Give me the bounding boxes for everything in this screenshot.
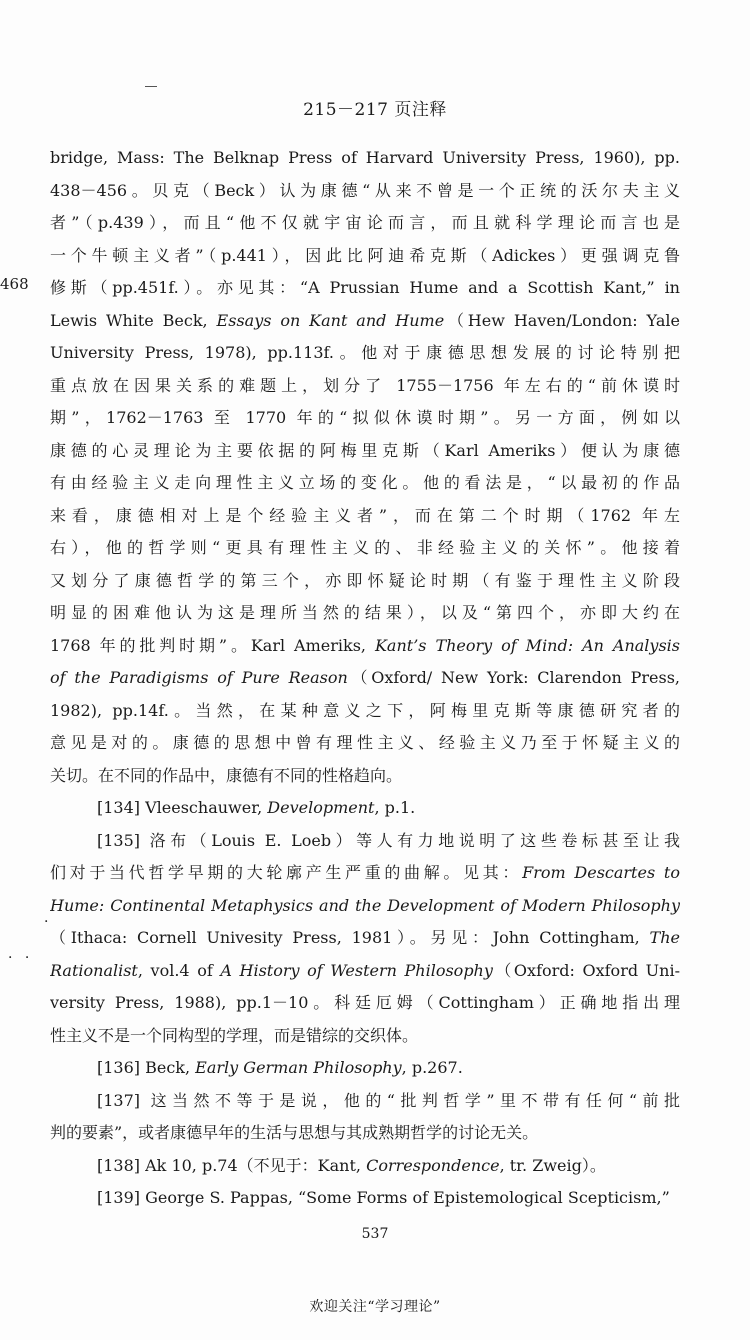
text-line: 有由经验主义走向理性主义立场的变化。他的看法是，“以最初的作品 [50, 473, 680, 492]
text-line [50, 305, 680, 338]
text-line: 明显的困难他认为这是理所当然的结果），以及“第四个，亦即大约在 [50, 603, 680, 622]
margin-page-ref: 468 [0, 275, 29, 293]
text-run: [134] Vleeschauwer, [97, 798, 268, 817]
note-137: [137] 这当然不等于是说，他的“批判哲学”里不带有任何“前批 [97, 1090, 680, 1110]
book-title: of the Paradigisms of Pure Reason [50, 668, 348, 687]
text-line: 判的要素”，或者康德早年的生活与思想与其成熟期哲学的讨论无关。 [50, 1123, 539, 1142]
text-run: （Hew Haven/London: Yale [444, 310, 680, 330]
text-line: University Press, 1978), pp.113f.。他对于康德思想发展的讨论特别把 [50, 343, 680, 362]
note-134 [50, 792, 680, 825]
text-line: 438－456。贝克（Beck）认为康德“从来不曾是一个正统的沃尔夫主义 [50, 180, 680, 200]
page-number: 537 [361, 1226, 389, 1242]
text-line: 关切。在不同的作品中，康德有不同的性格趋向。 [50, 765, 403, 785]
page-header: 215－217 页注释 [303, 100, 447, 120]
book-title: Kant’s Theory of Mind: An Analysis [374, 635, 680, 655]
note-136 [50, 1052, 680, 1085]
text-run: （Oxford/ New York: Clarendon Press, [347, 668, 680, 687]
footer-note: 欢迎关注“学习理论” [309, 1299, 441, 1315]
text-line: 康德的心灵理论为主要依据的阿梅里克斯（Karl Ameriks）便认为康德 [50, 440, 680, 460]
text-line [50, 662, 680, 695]
text-line: 期”，1762－1763 至 1770 年的“拟似休谟时期”。另一方面，例如以 [50, 408, 680, 427]
margin-mark: · [44, 914, 49, 930]
text-line: versity Press, 1988), pp.1－10。科廷厄姆（Cottingham）正确地指出理 [50, 993, 680, 1012]
text-run: Lewis White Beck, [50, 310, 217, 330]
text-line: 右），他的哲学则“更具有理性主义的、非经验主义的关怀”。他接着 [50, 538, 680, 557]
text-line [50, 890, 680, 923]
text-line: bridge, Mass: The Belknap Press of Harvard University Press, 1960), pp. [50, 148, 680, 167]
book-title: Development [267, 798, 375, 817]
book-title: Early German Philosophy [195, 1058, 402, 1077]
text-run: 1768 年的批判时期”。Karl Ameriks, [50, 635, 375, 655]
text-run: [138] Ak 10, p.74（不见于：Kant, [97, 1155, 367, 1175]
notes-body [50, 142, 680, 1215]
text-line: 重点放在因果关系的难题上，划分了 1755－1756 年左右的“前休谟时 [50, 375, 680, 395]
book-title: Rationalist [50, 960, 138, 980]
text-run: [136] Beck, [97, 1058, 196, 1077]
book-title: A History of Western Philosophy [220, 960, 493, 980]
text-line: 性主义不是一个同构型的学理，而是错综的交织体。 [50, 1025, 419, 1045]
text-run: （Oxford: Oxford Uni- [492, 960, 680, 980]
book-title: From Descartes to [522, 863, 680, 882]
note-138 [50, 1150, 680, 1183]
text-run: , tr. Zweig）。 [499, 1155, 606, 1175]
text-run: , p.1. [374, 798, 416, 817]
book-title: Hume: Continental Metaphysics and the Development of Modern Philosophy [50, 895, 680, 915]
book-title: Essays on Kant and Hume [216, 310, 445, 330]
note-139: [139] George S. Pappas, “Some Forms of Epistemological Scepticism,” [97, 1188, 670, 1207]
text-line: 修斯（pp.451f.）。亦见其：“A Prussian Hume and a Scottish Kant,” in [50, 278, 680, 297]
text-line: 1982), pp.14f.。当然，在某种意义之下，阿梅里克斯等康德研究者的 [50, 700, 680, 720]
text-run: （Ithaca: Cornell Univesity Press, 1981）。另见：John Cottingham, [50, 928, 650, 947]
note-135: [135] 洛布（Louis E. Loeb）等人有力地说明了这些卷标甚至让我 [97, 830, 680, 850]
top-dash-mark [145, 86, 157, 87]
text-line: 一个牛顿主义者”（p.441），因此比阿迪希克斯（Adickes）更强调克鲁 [50, 245, 680, 265]
text-line: 者”（p.439），而且“他不仅就宇宙论而言，而且就科学理论而言也是 [50, 213, 680, 232]
text-line [50, 955, 680, 988]
text-line: 意见是对的。康德的思想中曾有理性主义、经验主义乃至于怀疑主义的 [50, 733, 680, 752]
text-line [50, 630, 680, 663]
text-line: 又划分了康德哲学的第三个，亦即怀疑论时期（有鉴于理性主义阶段 [50, 570, 680, 590]
text-line: 来看，康德相对上是个经验主义者”，而在第二个时期（1762 年左 [50, 505, 680, 525]
text-run: 们对于当代哲学早期的大轮廓产生严重的曲解。见其： [50, 863, 523, 882]
book-title: The [649, 928, 680, 947]
text-run: , p.267. [401, 1058, 463, 1077]
text-run: , vol.4 of [137, 960, 221, 980]
text-line [50, 857, 680, 890]
text-line [50, 922, 680, 955]
margin-mark: · · [8, 950, 34, 966]
book-title: Correspondence [366, 1155, 500, 1175]
